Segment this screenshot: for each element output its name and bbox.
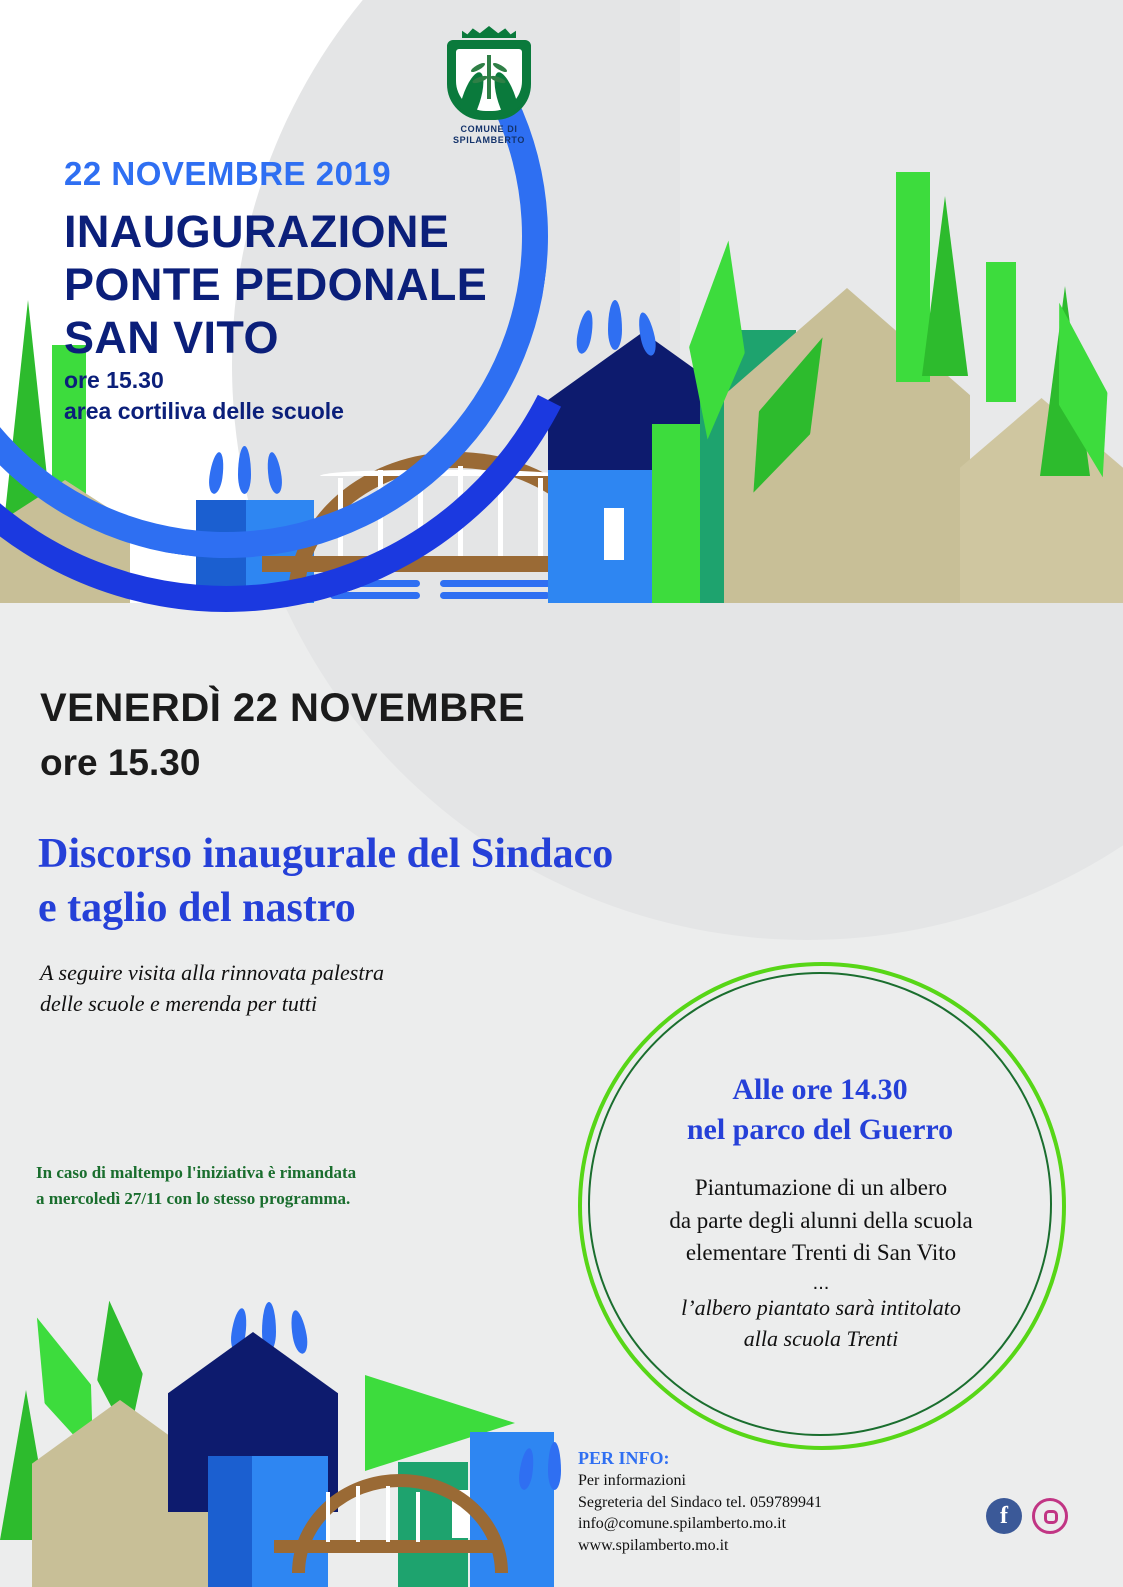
- info-website[interactable]: www.spilamberto.mo.it: [578, 1536, 729, 1554]
- header-time: ore 15.30: [64, 367, 164, 393]
- program-follow-line-1: A seguire visita alla rinnovata palestra: [40, 960, 385, 985]
- bridge-post: [356, 1486, 360, 1542]
- info-line-1: Per informazioni: [578, 1472, 686, 1489]
- green-panel-title: [600, 1070, 1040, 1149]
- program-follow-line-2: delle scuole e merenda per tutti: [40, 990, 318, 1016]
- header-location: area cortiliva delle scuole: [64, 398, 344, 425]
- green-panel-title-line-1: Alle ore 14.30: [732, 1073, 908, 1106]
- info-email[interactable]: info@comune.spilamberto.mo.it: [578, 1515, 787, 1533]
- bridge-post: [386, 1486, 390, 1542]
- poster-title-line-3: SAN VITO: [64, 312, 279, 364]
- green-bar: [986, 262, 1016, 402]
- program-time: ore 15.30: [40, 742, 201, 783]
- bad-weather-line-1: In caso di maltempo l'iniziativa è rimandata: [36, 1163, 357, 1182]
- info-heading: PER INFO:: [578, 1448, 670, 1468]
- crest-line-1: COMUNE DI: [460, 124, 518, 134]
- poster-title-line-2: PONTE PEDONALE: [64, 259, 488, 311]
- green-panel-body-line-2: da parte degli alunni della scuola: [669, 1207, 973, 1233]
- shield-icon: [447, 40, 531, 120]
- bad-weather-note: [36, 1160, 356, 1211]
- green-panel-body-line-3: elementare Trenti di San Vito: [685, 1240, 957, 1266]
- bridge-post: [416, 1492, 420, 1542]
- green-bar: [896, 172, 930, 382]
- green-panel-note-line-1: l’albero piantato sarà intitolato: [681, 1295, 961, 1320]
- program-day: VENERDÌ 22 NOVEMBRE: [40, 686, 526, 730]
- green-panel-body-line-1: Piantumazione di un albero: [694, 1175, 948, 1200]
- poster-title-line-1: INAUGURAZIONE: [64, 206, 450, 257]
- info-block: [578, 1470, 822, 1556]
- crown-icon: [462, 26, 516, 38]
- bridge-post: [538, 478, 543, 556]
- blue-building-bottom-dark: [208, 1456, 252, 1587]
- bad-weather-line-2: a mercoledì 27/11 con lo stesso programma.: [36, 1188, 351, 1208]
- program-speech: [38, 828, 613, 936]
- window: [604, 508, 624, 560]
- green-panel-title-line-2: nel parco del Guerro: [686, 1112, 954, 1146]
- green-panel-separator: ...: [812, 1272, 830, 1294]
- bridge-post: [326, 1492, 330, 1542]
- program-speech-line-2: e taglio del nastro: [38, 884, 356, 931]
- instagram-icon[interactable]: [1032, 1498, 1068, 1534]
- header-subtitle: [64, 365, 344, 427]
- info-line-2: Segreteria del Sindaco tel. 059789941: [578, 1493, 822, 1511]
- green-panel-body: [596, 1172, 1046, 1270]
- crest-line-2: SPILAMBERTO: [453, 135, 525, 146]
- green-panel-note: [596, 1292, 1046, 1354]
- program-follow-up: [40, 958, 384, 1020]
- green-panel-note-line-2: alla scuola Trenti: [743, 1326, 899, 1352]
- poster-title: [64, 205, 487, 364]
- water-line: [440, 592, 550, 599]
- event-date: 22 NOVEMBRE 2019: [64, 155, 392, 192]
- municipal-crest: [428, 26, 550, 156]
- facebook-icon[interactable]: f: [986, 1498, 1022, 1534]
- program-speech-line-1: Discorso inaugurale del Sindaco: [38, 831, 614, 877]
